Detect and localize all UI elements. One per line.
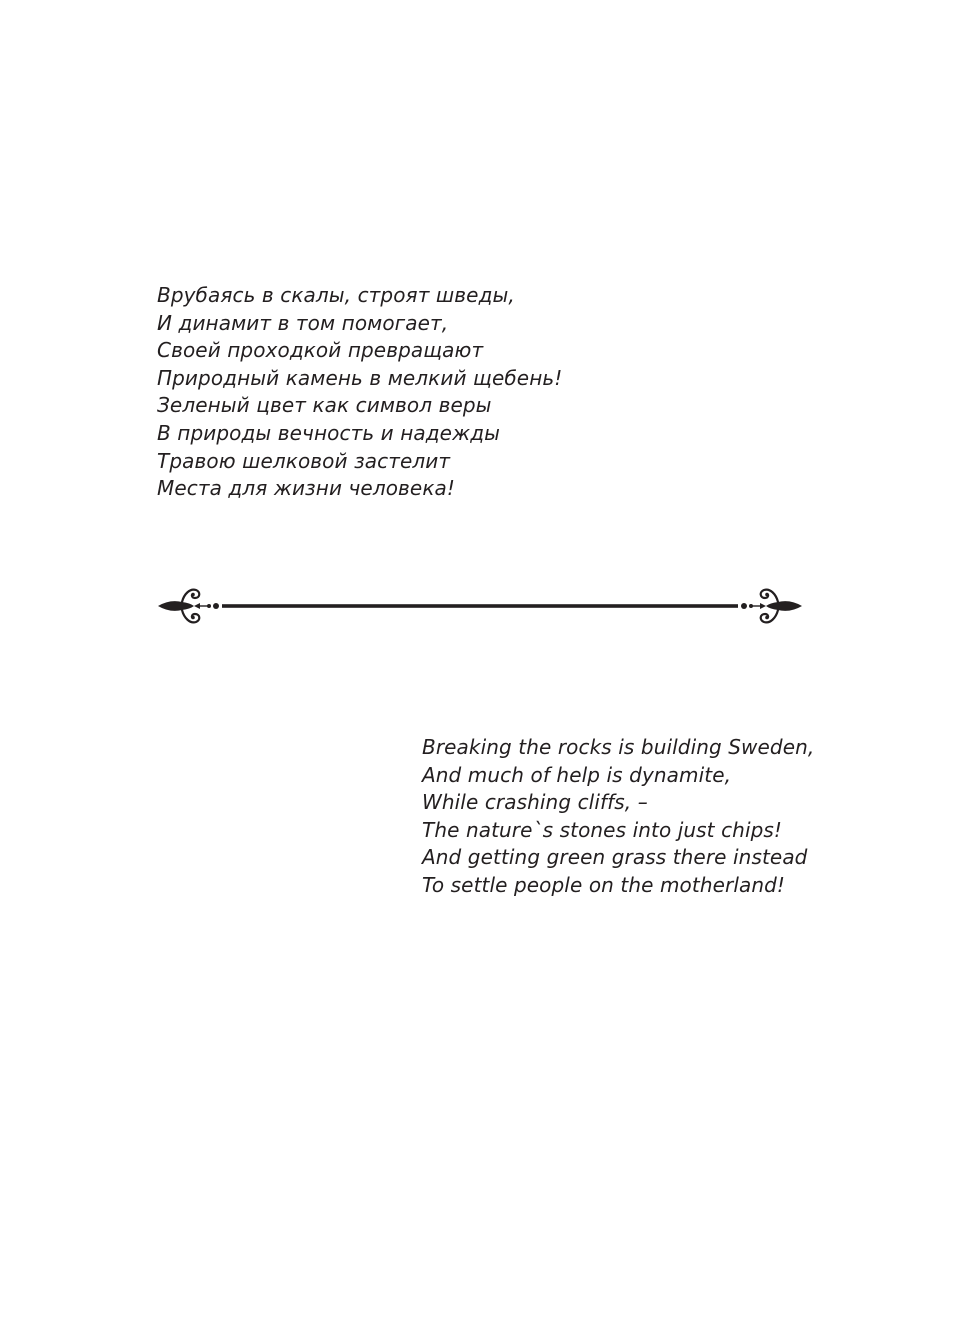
- poem-line: The nature`s stones into just chips!: [422, 817, 783, 842]
- poem-line: Травою шелковой застелит: [157, 448, 451, 473]
- poem-line: Зеленый цвет как символ веры: [157, 393, 492, 418]
- poem-line: В природы вечность и надежды: [157, 420, 501, 445]
- poem-line: Breaking the rocks is building Sweden,: [422, 735, 815, 759]
- poem-line: Природный камень в мелкий щебень!: [157, 365, 563, 390]
- poem-line: И динамит в том помогает,: [157, 310, 449, 335]
- ornamental-divider-icon: [156, 582, 804, 630]
- poem-line: Места для жизни человека!: [157, 476, 455, 501]
- poem-line: And much of help is dynamite,: [422, 762, 732, 787]
- poem-line: And getting green grass there instead: [422, 845, 808, 870]
- russian-poem-stanza: [157, 282, 562, 503]
- poem-line: Своей проходкой превращают: [157, 338, 484, 363]
- english-poem-stanza: [422, 734, 814, 900]
- poem-line: Врубаясь в скалы, строят шведы,: [157, 283, 515, 307]
- poem-line: While crashing cliffs, –: [422, 790, 648, 815]
- poem-line: To settle people on the motherland!: [422, 872, 786, 897]
